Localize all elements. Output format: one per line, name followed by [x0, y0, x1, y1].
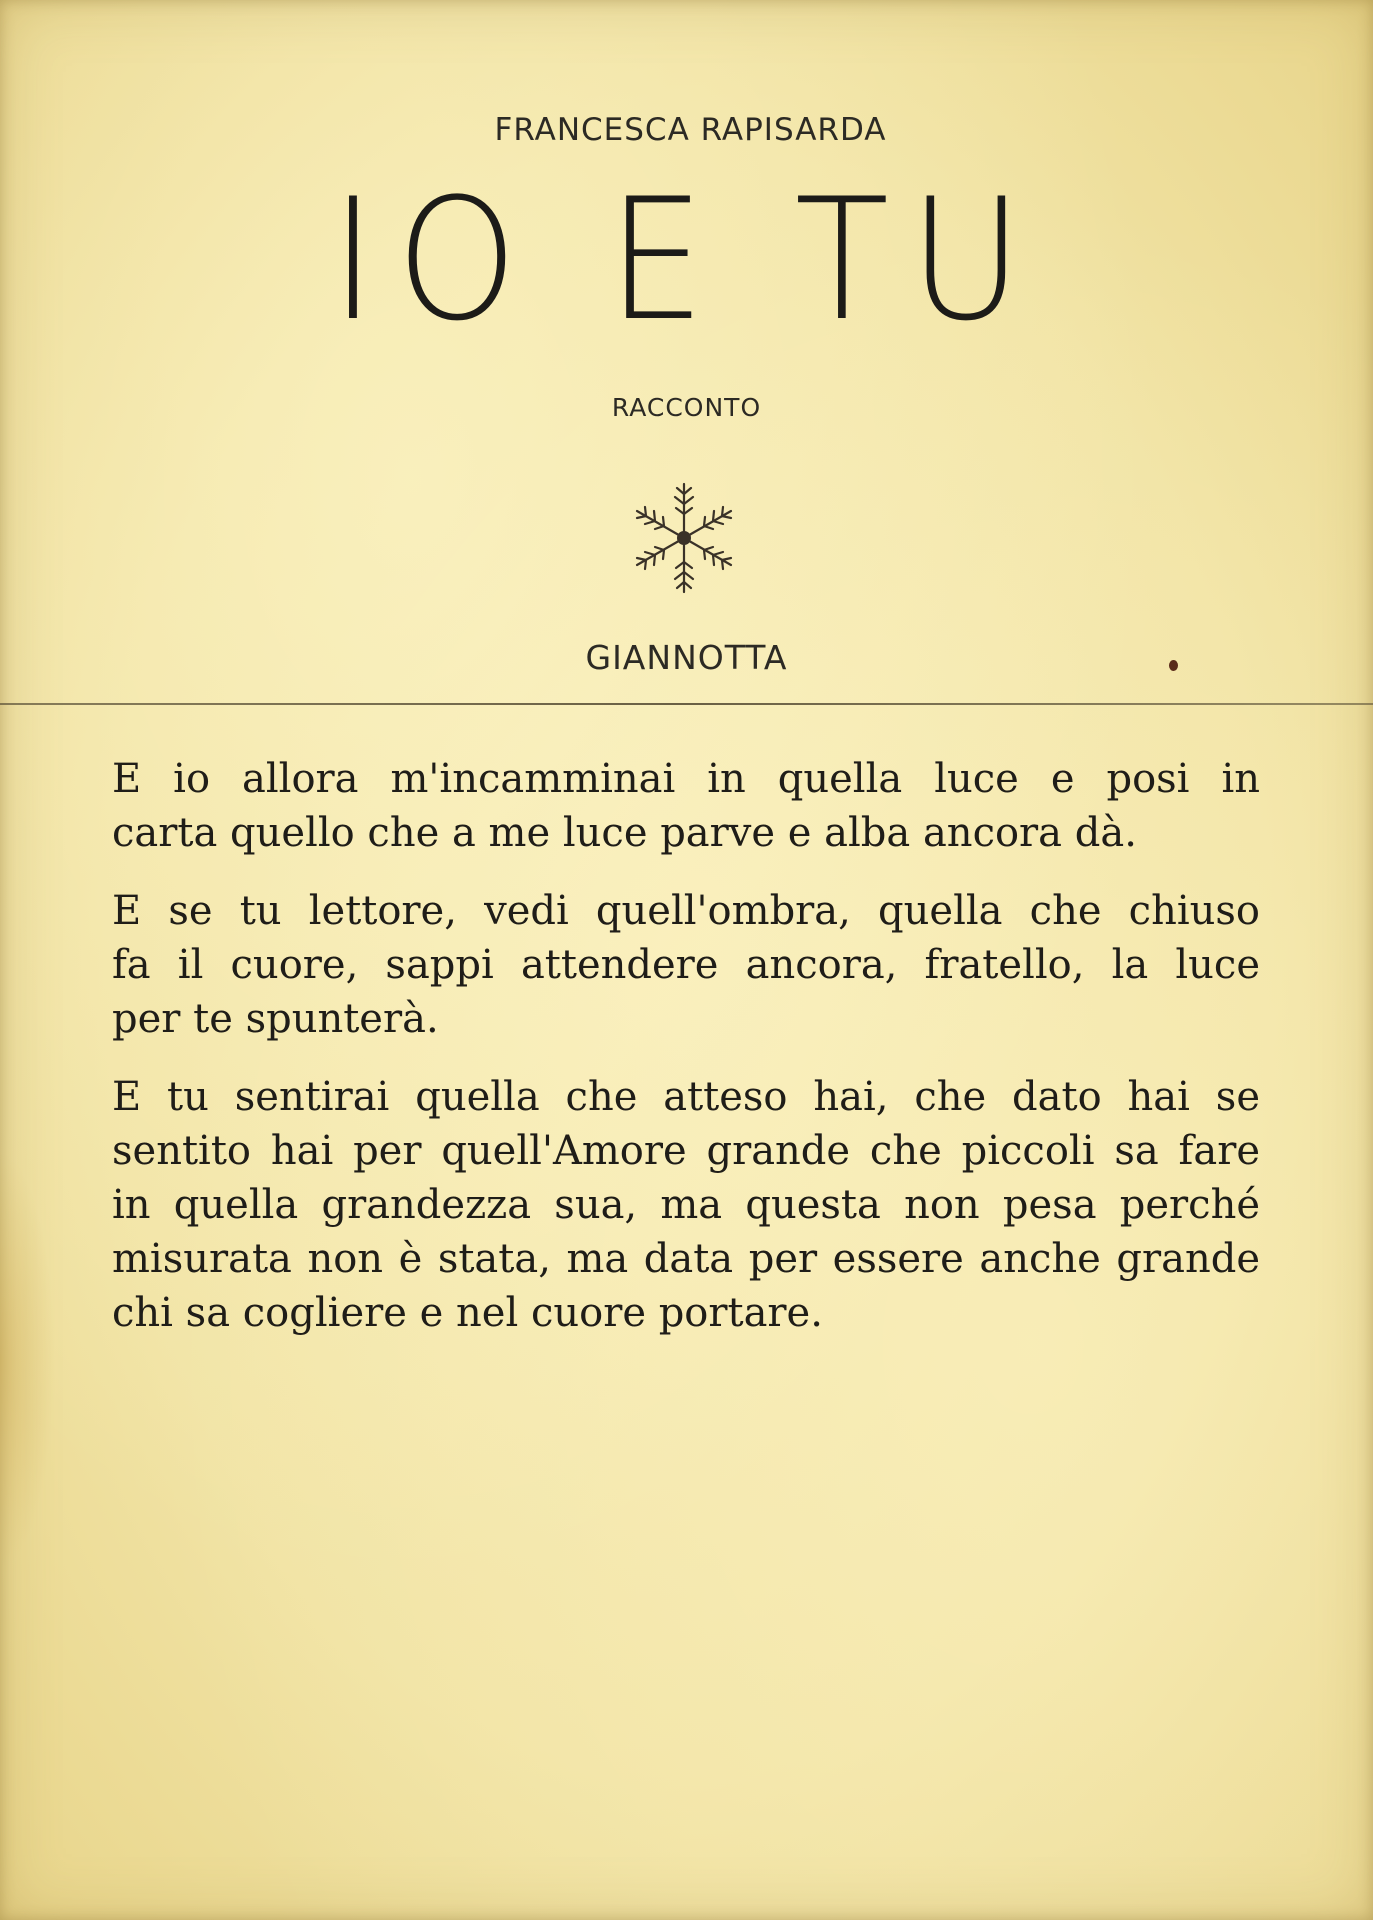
blurb-paragraph: [112, 752, 1260, 860]
blurb-line: E se tu lettore, vedi quell'ombra, quella che chiuso: [112, 888, 1260, 934]
blurb-line: sentito hai per quell'Amore grande che piccoli sa fare: [112, 1128, 1260, 1174]
blurb-paragraph: [112, 1070, 1260, 1340]
publisher-name: GIANNOTTA: [585, 638, 788, 677]
paper-stain: [0, 1150, 55, 1570]
blurb-line: E io allora m'incamminai in quella luce e posi in: [112, 756, 1260, 802]
blurb-line: per te spunterà.: [112, 996, 439, 1042]
book-title: IO E TU: [330, 162, 1043, 358]
ink-spot: [1169, 660, 1178, 671]
blurb-text: [112, 752, 1260, 1364]
blurb-line: chi sa cogliere e nel cuore portare.: [112, 1290, 823, 1336]
fold-line: [0, 703, 1373, 705]
blurb-line: misurata non è stata, ma data per essere anche grande: [112, 1236, 1260, 1282]
blurb-line: fa il cuore, sappi attendere ancora, fratello, la luce: [112, 942, 1260, 988]
author-name: FRANCESCA RAPISARDA: [494, 112, 887, 148]
book-subtitle: RACCONTO: [611, 393, 762, 422]
blurb-paragraph: [112, 884, 1260, 1046]
blurb-line: E tu sentirai quella che atteso hai, che dato hai se: [112, 1074, 1260, 1120]
snowflake-icon: [629, 478, 739, 598]
blurb-line: in quella grandezza sua, ma questa non pesa perché: [112, 1182, 1260, 1228]
blurb-line: carta quello che a me luce parve e alba ancora dà.: [112, 810, 1137, 856]
